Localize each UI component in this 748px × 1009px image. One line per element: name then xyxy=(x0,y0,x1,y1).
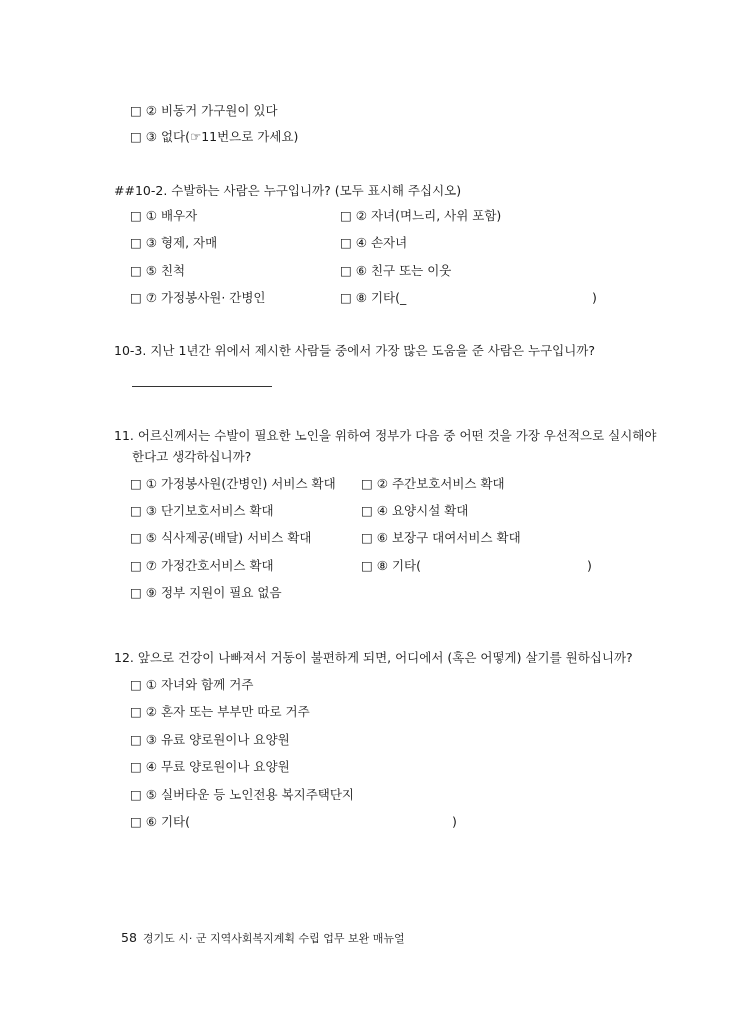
q11-option-1[interactable]: □ ① 가정봉사원(간병인) 서비스 확대 xyxy=(130,476,336,491)
q11-option-8-close: ) xyxy=(587,558,592,573)
q12-option-4[interactable]: □ ④ 무료 양로원이나 요양원 xyxy=(130,759,290,774)
q11-option-3[interactable]: □ ③ 단기보호서비스 확대 xyxy=(130,503,274,518)
q10-2-option-5[interactable]: □ ⑤ 친척 xyxy=(130,263,186,278)
q11-option-4[interactable]: □ ④ 요양시설 확대 xyxy=(361,503,469,518)
q10-1-option-2[interactable]: □ ② 비동거 가구원이 있다 xyxy=(130,103,278,118)
page-number: 58 xyxy=(121,930,137,945)
q10-2-option-3[interactable]: □ ③ 형제, 자매 xyxy=(130,235,218,250)
q10-3-answer-line[interactable] xyxy=(132,386,272,387)
q11-option-7[interactable]: □ ⑦ 가정간호서비스 확대 xyxy=(130,558,274,573)
q10-2-option-8[interactable]: □ ⑧ 기타(_ xyxy=(340,290,407,305)
q12-option-6[interactable]: □ ⑥ 기타( xyxy=(130,814,190,829)
q12-option-3[interactable]: □ ③ 유료 양로원이나 요양원 xyxy=(130,732,290,747)
page-footer xyxy=(114,917,405,946)
q11-option-2[interactable]: □ ② 주간보호서비스 확대 xyxy=(361,476,505,491)
q10-2-option-1[interactable]: □ ① 배우자 xyxy=(130,208,198,223)
q12-title: 12. 앞으로 건강이 나빠져서 거동이 불편하게 되면, 어디에서 (혹은 어떻게) 살기를 원하십니까? xyxy=(114,650,633,665)
q12-option-2[interactable]: □ ② 혼자 또는 부부만 따로 거주 xyxy=(130,704,310,719)
q10-2-option-8-close: ) xyxy=(592,290,597,305)
q10-2-option-7[interactable]: □ ⑦ 가정봉사원· 간병인 xyxy=(130,290,266,305)
q10-2-title: ##10-2. 수발하는 사람은 누구입니까? (모두 표시해 주십시오) xyxy=(114,183,462,198)
q12-option-1[interactable]: □ ① 자녀와 함께 거주 xyxy=(130,677,254,692)
q11-title-line1: 11. 어르신께서는 수발이 필요한 노인을 위하여 정부가 다음 중 어떤 것을 가장 우선적으로 실시해야 xyxy=(114,428,657,443)
q10-1-option-3[interactable]: □ ③ 없다(☞11번으로 가세요) xyxy=(130,129,299,144)
q12-option-5[interactable]: □ ⑤ 실버타운 등 노인전용 복지주택단지 xyxy=(130,787,355,802)
q11-option-6[interactable]: □ ⑥ 보장구 대여서비스 확대 xyxy=(361,530,521,545)
q10-2-option-4[interactable]: □ ④ 손자녀 xyxy=(340,235,408,250)
footer-title: 경기도 시· 군 지역사회복지계획 수립 업무 보완 매뉴얼 xyxy=(142,932,405,945)
q11-option-9[interactable]: □ ⑨ 정부 지원이 필요 없음 xyxy=(130,585,282,600)
q12-option-6-close: ) xyxy=(452,814,457,829)
q10-2-option-6[interactable]: □ ⑥ 친구 또는 이웃 xyxy=(340,263,452,278)
q11-title-line2: 한다고 생각하십니까? xyxy=(132,449,252,464)
q11-option-5[interactable]: □ ⑤ 식사제공(배달) 서비스 확대 xyxy=(130,530,312,545)
q10-2-option-2[interactable]: □ ② 자녀(며느리, 사위 포함) xyxy=(340,208,502,223)
q11-option-8[interactable]: □ ⑧ 기타( xyxy=(361,558,421,573)
q10-3-title: 10-3. 지난 1년간 위에서 제시한 사람들 중에서 가장 많은 도움을 준 사람은 누구입니까? xyxy=(114,343,596,358)
